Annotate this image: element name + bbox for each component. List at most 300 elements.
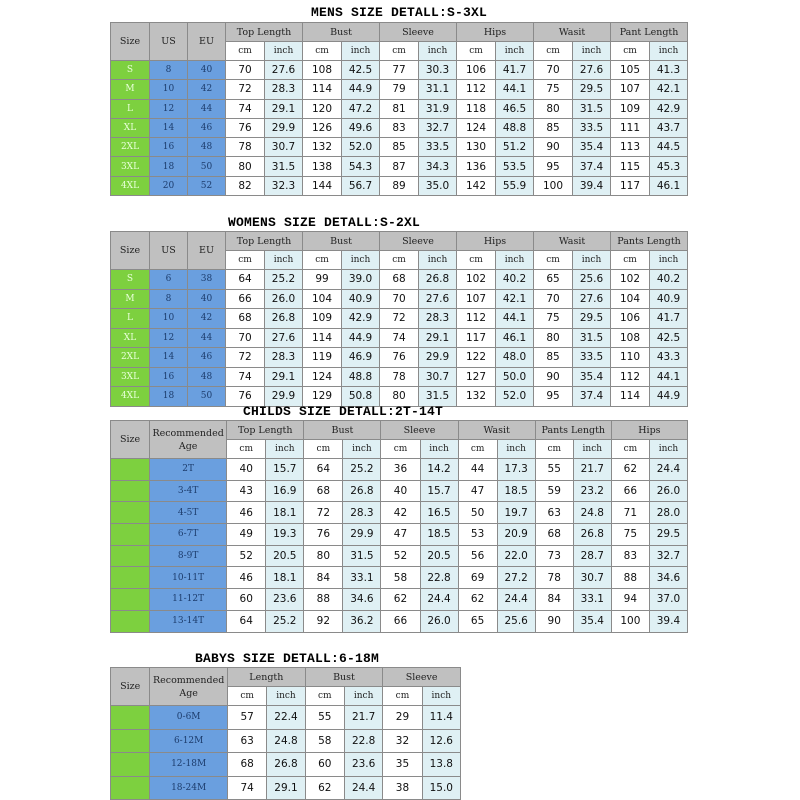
measurement-group-header: Hips bbox=[457, 232, 534, 251]
inch-value-cell: 20.5 bbox=[266, 545, 304, 567]
cm-value-cell: 144 bbox=[303, 176, 342, 195]
inch-value-cell: 44.1 bbox=[650, 367, 688, 387]
inch-value-cell: 52.0 bbox=[342, 138, 380, 157]
inch-value-cell: 26.0 bbox=[265, 289, 303, 309]
table-row bbox=[111, 138, 688, 157]
inch-value-cell: 41.7 bbox=[650, 309, 688, 329]
inch-value-cell: 26.0 bbox=[420, 610, 458, 632]
unit-cm-header: cm bbox=[457, 42, 496, 61]
size-color-cell bbox=[111, 729, 150, 753]
cm-value-cell: 126 bbox=[303, 118, 342, 137]
inch-value-cell: 26.8 bbox=[267, 753, 305, 777]
size-color-cell bbox=[111, 589, 150, 611]
inch-value-cell: 20.9 bbox=[497, 524, 535, 546]
cm-value-cell: 132 bbox=[457, 387, 496, 407]
measurement-group-header: Hips bbox=[611, 421, 687, 440]
recommended-age-label: Recommended bbox=[152, 674, 225, 686]
cm-value-cell: 63 bbox=[535, 502, 573, 524]
cm-value-cell: 74 bbox=[226, 99, 265, 118]
unit-cm-header: cm bbox=[226, 251, 265, 270]
cm-value-cell: 95 bbox=[534, 387, 573, 407]
cm-value-cell: 65 bbox=[534, 270, 573, 290]
cm-value-cell: 107 bbox=[457, 289, 496, 309]
inch-value-cell: 31.1 bbox=[419, 80, 457, 99]
table-row bbox=[111, 367, 688, 387]
cm-value-cell: 63 bbox=[227, 729, 266, 753]
eu-size-cell: 40 bbox=[188, 61, 226, 80]
cm-value-cell: 78 bbox=[535, 567, 573, 589]
table-row bbox=[111, 480, 688, 502]
size-color-cell bbox=[111, 706, 150, 730]
inch-value-cell: 23.6 bbox=[344, 753, 382, 777]
inch-value-cell: 28.3 bbox=[343, 502, 381, 524]
inch-value-cell: 51.2 bbox=[496, 138, 534, 157]
size-label-cell: 2XL bbox=[111, 348, 150, 368]
inch-value-cell: 35.0 bbox=[419, 176, 457, 195]
inch-value-cell: 52.0 bbox=[496, 387, 534, 407]
cm-value-cell: 73 bbox=[535, 545, 573, 567]
inch-value-cell: 31.5 bbox=[419, 387, 457, 407]
inch-value-cell: 30.7 bbox=[573, 567, 611, 589]
cm-value-cell: 109 bbox=[611, 99, 650, 118]
cm-value-cell: 84 bbox=[535, 589, 573, 611]
unit-inch-header: inch bbox=[342, 42, 380, 61]
table-row bbox=[111, 118, 688, 137]
size-color-cell bbox=[111, 776, 150, 800]
cm-value-cell: 76 bbox=[304, 524, 343, 546]
cm-value-cell: 118 bbox=[457, 99, 496, 118]
cm-value-cell: 114 bbox=[611, 387, 650, 407]
eu-column-header: EU bbox=[188, 232, 226, 270]
unit-inch-header: inch bbox=[497, 440, 535, 459]
unit-inch-header: inch bbox=[650, 42, 688, 61]
inch-value-cell: 23.2 bbox=[573, 480, 611, 502]
unit-inch-header: inch bbox=[573, 42, 611, 61]
eu-size-cell: 42 bbox=[188, 309, 226, 329]
inch-value-cell: 20.5 bbox=[420, 545, 458, 567]
cm-value-cell: 112 bbox=[457, 309, 496, 329]
cm-value-cell: 100 bbox=[611, 610, 649, 632]
measurement-group-header: Wasit bbox=[458, 421, 535, 440]
cm-value-cell: 129 bbox=[303, 387, 342, 407]
cm-value-cell: 70 bbox=[534, 289, 573, 309]
inch-value-cell: 31.5 bbox=[573, 328, 611, 348]
inch-value-cell: 49.6 bbox=[342, 118, 380, 137]
inch-value-cell: 42.1 bbox=[496, 289, 534, 309]
womens-title: WOMENS SIZE DETALL:S-2XL bbox=[228, 215, 421, 230]
cm-value-cell: 113 bbox=[611, 138, 650, 157]
cm-value-cell: 66 bbox=[611, 480, 649, 502]
us-size-cell: 14 bbox=[150, 118, 188, 137]
inch-value-cell: 34.3 bbox=[419, 157, 457, 176]
unit-inch-header: inch bbox=[344, 687, 382, 706]
inch-value-cell: 21.7 bbox=[573, 459, 611, 481]
inch-value-cell: 27.6 bbox=[265, 328, 303, 348]
unit-cm-header: cm bbox=[611, 440, 649, 459]
cm-value-cell: 124 bbox=[303, 367, 342, 387]
measurement-group-header: Bust bbox=[304, 421, 381, 440]
inch-value-cell: 24.8 bbox=[573, 502, 611, 524]
inch-value-cell: 29.1 bbox=[265, 367, 303, 387]
cm-value-cell: 64 bbox=[227, 610, 266, 632]
table-row bbox=[111, 776, 461, 800]
inch-value-cell: 44.9 bbox=[342, 328, 380, 348]
eu-column-header: EU bbox=[188, 23, 226, 61]
cm-value-cell: 78 bbox=[380, 367, 419, 387]
measurement-group-header: Pants Length bbox=[535, 421, 611, 440]
inch-value-cell: 40.2 bbox=[496, 270, 534, 290]
inch-value-cell: 39.4 bbox=[573, 176, 611, 195]
cm-value-cell: 112 bbox=[457, 80, 496, 99]
cm-value-cell: 108 bbox=[303, 61, 342, 80]
recommended-age-label: Recommended bbox=[152, 427, 224, 439]
cm-value-cell: 132 bbox=[303, 138, 342, 157]
inch-value-cell: 29.1 bbox=[265, 99, 303, 118]
inch-value-cell: 47.2 bbox=[342, 99, 380, 118]
mens-title: MENS SIZE DETALL:S-3XL bbox=[311, 5, 488, 20]
cm-value-cell: 85 bbox=[380, 138, 419, 157]
table-row bbox=[111, 309, 688, 329]
size-label-cell: 2XL bbox=[111, 138, 150, 157]
inch-value-cell: 28.3 bbox=[419, 309, 457, 329]
size-color-cell bbox=[111, 524, 150, 546]
inch-value-cell: 25.6 bbox=[573, 270, 611, 290]
table-row bbox=[111, 348, 688, 368]
unit-inch-header: inch bbox=[573, 440, 611, 459]
unit-cm-header: cm bbox=[611, 251, 650, 270]
cm-value-cell: 74 bbox=[226, 367, 265, 387]
unit-cm-header: cm bbox=[227, 440, 266, 459]
inch-value-cell: 50.8 bbox=[342, 387, 380, 407]
inch-value-cell: 25.2 bbox=[343, 459, 381, 481]
inch-value-cell: 27.6 bbox=[419, 289, 457, 309]
inch-value-cell: 39.0 bbox=[342, 270, 380, 290]
table-row bbox=[111, 328, 688, 348]
unit-inch-header: inch bbox=[649, 440, 687, 459]
size-label-cell: L bbox=[111, 309, 150, 329]
cm-value-cell: 114 bbox=[303, 80, 342, 99]
table-row bbox=[111, 176, 688, 195]
inch-value-cell: 30.3 bbox=[419, 61, 457, 80]
eu-size-cell: 38 bbox=[188, 270, 226, 290]
inch-value-cell: 46.5 bbox=[496, 99, 534, 118]
inch-value-cell: 48.0 bbox=[496, 348, 534, 368]
us-size-cell: 16 bbox=[150, 367, 188, 387]
cm-value-cell: 47 bbox=[458, 480, 497, 502]
measurement-group-header: Wasit bbox=[534, 232, 611, 251]
size-label-cell: 3XL bbox=[111, 367, 150, 387]
inch-value-cell: 18.5 bbox=[497, 480, 535, 502]
measurement-group-header: Top Length bbox=[227, 421, 304, 440]
cm-value-cell: 64 bbox=[226, 270, 265, 290]
inch-value-cell: 24.4 bbox=[649, 459, 687, 481]
cm-value-cell: 82 bbox=[226, 176, 265, 195]
measurement-group-header: Hips bbox=[457, 23, 534, 42]
inch-value-cell: 18.1 bbox=[266, 502, 304, 524]
table-row bbox=[111, 567, 688, 589]
recommended-age-header bbox=[150, 668, 228, 706]
inch-value-cell: 30.7 bbox=[265, 138, 303, 157]
us-size-cell: 6 bbox=[150, 270, 188, 290]
unit-inch-header: inch bbox=[419, 251, 457, 270]
size-label-cell: 4XL bbox=[111, 387, 150, 407]
unit-cm-header: cm bbox=[227, 687, 266, 706]
inch-value-cell: 44.5 bbox=[650, 138, 688, 157]
cm-value-cell: 32 bbox=[383, 729, 422, 753]
size-color-cell bbox=[111, 459, 150, 481]
unit-inch-header: inch bbox=[419, 42, 457, 61]
cm-value-cell: 68 bbox=[304, 480, 343, 502]
us-size-cell: 10 bbox=[150, 309, 188, 329]
inch-value-cell: 42.1 bbox=[650, 80, 688, 99]
inch-value-cell: 12.6 bbox=[422, 729, 460, 753]
inch-value-cell: 25.6 bbox=[497, 610, 535, 632]
size-color-cell bbox=[111, 753, 150, 777]
inch-value-cell: 37.4 bbox=[573, 387, 611, 407]
inch-value-cell: 29.1 bbox=[419, 328, 457, 348]
inch-value-cell: 29.9 bbox=[265, 118, 303, 137]
size-color-cell bbox=[111, 610, 150, 632]
size-label-cell: 4XL bbox=[111, 176, 150, 195]
inch-value-cell: 46.1 bbox=[496, 328, 534, 348]
inch-value-cell: 26.8 bbox=[265, 309, 303, 329]
age-range-cell: 2T bbox=[150, 459, 227, 481]
us-size-cell: 12 bbox=[150, 99, 188, 118]
cm-value-cell: 130 bbox=[457, 138, 496, 157]
inch-value-cell: 40.9 bbox=[342, 289, 380, 309]
cm-value-cell: 69 bbox=[458, 567, 497, 589]
unit-inch-header: inch bbox=[342, 251, 380, 270]
unit-inch-header: inch bbox=[267, 687, 305, 706]
inch-value-cell: 31.5 bbox=[573, 99, 611, 118]
inch-value-cell: 24.8 bbox=[267, 729, 305, 753]
inch-value-cell: 46.9 bbox=[342, 348, 380, 368]
inch-value-cell: 15.0 bbox=[422, 776, 460, 800]
inch-value-cell: 26.8 bbox=[419, 270, 457, 290]
cm-value-cell: 102 bbox=[457, 270, 496, 290]
inch-value-cell: 33.5 bbox=[573, 118, 611, 137]
cm-value-cell: 68 bbox=[380, 270, 419, 290]
unit-inch-header: inch bbox=[266, 440, 304, 459]
cm-value-cell: 99 bbox=[303, 270, 342, 290]
cm-value-cell: 106 bbox=[611, 309, 650, 329]
cm-value-cell: 104 bbox=[303, 289, 342, 309]
inch-value-cell: 26.8 bbox=[343, 480, 381, 502]
inch-value-cell: 56.7 bbox=[342, 176, 380, 195]
inch-value-cell: 36.2 bbox=[343, 610, 381, 632]
cm-value-cell: 79 bbox=[380, 80, 419, 99]
inch-value-cell: 43.7 bbox=[650, 118, 688, 137]
cm-value-cell: 66 bbox=[381, 610, 420, 632]
cm-value-cell: 50 bbox=[458, 502, 497, 524]
unit-cm-header: cm bbox=[380, 251, 419, 270]
cm-value-cell: 106 bbox=[457, 61, 496, 80]
cm-value-cell: 59 bbox=[535, 480, 573, 502]
inch-value-cell: 29.9 bbox=[419, 348, 457, 368]
table-row bbox=[111, 706, 461, 730]
cm-value-cell: 75 bbox=[534, 80, 573, 99]
cm-value-cell: 110 bbox=[611, 348, 650, 368]
inch-value-cell: 54.3 bbox=[342, 157, 380, 176]
cm-value-cell: 102 bbox=[611, 270, 650, 290]
inch-value-cell: 33.1 bbox=[343, 567, 381, 589]
table-row bbox=[111, 289, 688, 309]
unit-cm-header: cm bbox=[303, 42, 342, 61]
cm-value-cell: 65 bbox=[458, 610, 497, 632]
recommended-age-label: Age bbox=[178, 440, 198, 452]
cm-value-cell: 72 bbox=[226, 348, 265, 368]
size-color-cell bbox=[111, 502, 150, 524]
measurement-group-header: Sleeve bbox=[381, 421, 458, 440]
cm-value-cell: 120 bbox=[303, 99, 342, 118]
inch-value-cell: 30.7 bbox=[419, 367, 457, 387]
inch-value-cell: 29.9 bbox=[343, 524, 381, 546]
cm-value-cell: 40 bbox=[381, 480, 420, 502]
cm-value-cell: 43 bbox=[227, 480, 266, 502]
inch-value-cell: 19.7 bbox=[497, 502, 535, 524]
cm-value-cell: 71 bbox=[611, 502, 649, 524]
womens-size-table bbox=[110, 231, 688, 407]
inch-value-cell: 48.8 bbox=[496, 118, 534, 137]
unit-cm-header: cm bbox=[303, 251, 342, 270]
age-range-cell: 6-12M bbox=[150, 729, 228, 753]
measurement-group-header: Bust bbox=[303, 23, 380, 42]
cm-value-cell: 35 bbox=[383, 753, 422, 777]
table-row bbox=[111, 610, 688, 632]
unit-inch-header: inch bbox=[496, 42, 534, 61]
eu-size-cell: 48 bbox=[188, 138, 226, 157]
inch-value-cell: 26.8 bbox=[573, 524, 611, 546]
cm-value-cell: 70 bbox=[226, 328, 265, 348]
unit-inch-header: inch bbox=[573, 251, 611, 270]
unit-inch-header: inch bbox=[265, 42, 303, 61]
cm-value-cell: 107 bbox=[611, 80, 650, 99]
inch-value-cell: 21.7 bbox=[344, 706, 382, 730]
inch-value-cell: 23.6 bbox=[266, 589, 304, 611]
cm-value-cell: 57 bbox=[227, 706, 266, 730]
measurement-group-header: Top Length bbox=[226, 232, 303, 251]
size-column-header: Size bbox=[111, 232, 150, 270]
cm-value-cell: 117 bbox=[611, 176, 650, 195]
cm-value-cell: 119 bbox=[303, 348, 342, 368]
inch-value-cell: 40.9 bbox=[650, 289, 688, 309]
cm-value-cell: 64 bbox=[304, 459, 343, 481]
inch-value-cell: 45.3 bbox=[650, 157, 688, 176]
cm-value-cell: 72 bbox=[380, 309, 419, 329]
measurement-group-header: Pants Length bbox=[611, 232, 688, 251]
unit-cm-header: cm bbox=[381, 440, 420, 459]
cm-value-cell: 81 bbox=[380, 99, 419, 118]
size-label-cell: L bbox=[111, 99, 150, 118]
cm-value-cell: 89 bbox=[380, 176, 419, 195]
inch-value-cell: 24.4 bbox=[497, 589, 535, 611]
us-size-cell: 8 bbox=[150, 289, 188, 309]
childs-title: CHILDS SIZE DETALL:2T-14T bbox=[243, 404, 444, 419]
cm-value-cell: 36 bbox=[381, 459, 420, 481]
cm-value-cell: 68 bbox=[227, 753, 266, 777]
cm-value-cell: 122 bbox=[457, 348, 496, 368]
cm-value-cell: 29 bbox=[383, 706, 422, 730]
table-row bbox=[111, 157, 688, 176]
eu-size-cell: 42 bbox=[188, 80, 226, 99]
unit-cm-header: cm bbox=[534, 42, 573, 61]
cm-value-cell: 108 bbox=[611, 328, 650, 348]
inch-value-cell: 31.5 bbox=[265, 157, 303, 176]
us-size-cell: 14 bbox=[150, 348, 188, 368]
inch-value-cell: 28.7 bbox=[573, 545, 611, 567]
cm-value-cell: 44 bbox=[458, 459, 497, 481]
inch-value-cell: 35.4 bbox=[573, 610, 611, 632]
table-row bbox=[111, 524, 688, 546]
inch-value-cell: 17.3 bbox=[497, 459, 535, 481]
cm-value-cell: 109 bbox=[303, 309, 342, 329]
inch-value-cell: 28.3 bbox=[265, 348, 303, 368]
inch-value-cell: 15.7 bbox=[266, 459, 304, 481]
mens-size-table bbox=[110, 22, 688, 196]
us-size-cell: 12 bbox=[150, 328, 188, 348]
size-label-cell: M bbox=[111, 289, 150, 309]
cm-value-cell: 92 bbox=[304, 610, 343, 632]
us-column-header: US bbox=[150, 232, 188, 270]
cm-value-cell: 114 bbox=[303, 328, 342, 348]
inch-value-cell: 29.5 bbox=[573, 309, 611, 329]
unit-cm-header: cm bbox=[611, 42, 650, 61]
inch-value-cell: 39.4 bbox=[649, 610, 687, 632]
us-size-cell: 20 bbox=[150, 176, 188, 195]
inch-value-cell: 29.5 bbox=[573, 80, 611, 99]
cm-value-cell: 62 bbox=[611, 459, 649, 481]
inch-value-cell: 25.2 bbox=[265, 270, 303, 290]
us-size-cell: 18 bbox=[150, 157, 188, 176]
inch-value-cell: 35.4 bbox=[573, 138, 611, 157]
cm-value-cell: 83 bbox=[611, 545, 649, 567]
table-row bbox=[111, 729, 461, 753]
inch-value-cell: 26.0 bbox=[649, 480, 687, 502]
babys-size-table bbox=[110, 667, 461, 800]
cm-value-cell: 80 bbox=[226, 157, 265, 176]
inch-value-cell: 41.3 bbox=[650, 61, 688, 80]
cm-value-cell: 49 bbox=[227, 524, 266, 546]
inch-value-cell: 42.9 bbox=[650, 99, 688, 118]
cm-value-cell: 53 bbox=[458, 524, 497, 546]
age-range-cell: 12-18M bbox=[150, 753, 228, 777]
age-range-cell: 4-5T bbox=[150, 502, 227, 524]
cm-value-cell: 136 bbox=[457, 157, 496, 176]
size-column-header: Size bbox=[111, 23, 150, 61]
inch-value-cell: 44.9 bbox=[342, 80, 380, 99]
cm-value-cell: 75 bbox=[534, 309, 573, 329]
cm-value-cell: 74 bbox=[380, 328, 419, 348]
inch-value-cell: 32.7 bbox=[649, 545, 687, 567]
babys-title: BABYS SIZE DETALL:6-18M bbox=[195, 651, 380, 666]
cm-value-cell: 56 bbox=[458, 545, 497, 567]
cm-value-cell: 90 bbox=[534, 138, 573, 157]
recommended-age-header bbox=[150, 421, 227, 459]
cm-value-cell: 74 bbox=[227, 776, 266, 800]
size-label-cell: XL bbox=[111, 118, 150, 137]
cm-value-cell: 94 bbox=[611, 589, 649, 611]
recommended-age-label: Age bbox=[179, 687, 198, 699]
us-column-header: US bbox=[150, 23, 188, 61]
measurement-group-header: Pant Length bbox=[611, 23, 688, 42]
table-row bbox=[111, 753, 461, 777]
size-column-header: Size bbox=[111, 668, 150, 706]
measurement-group-header: Top Length bbox=[226, 23, 303, 42]
cm-value-cell: 138 bbox=[303, 157, 342, 176]
table-row bbox=[111, 502, 688, 524]
cm-value-cell: 72 bbox=[226, 80, 265, 99]
inch-value-cell: 18.1 bbox=[266, 567, 304, 589]
